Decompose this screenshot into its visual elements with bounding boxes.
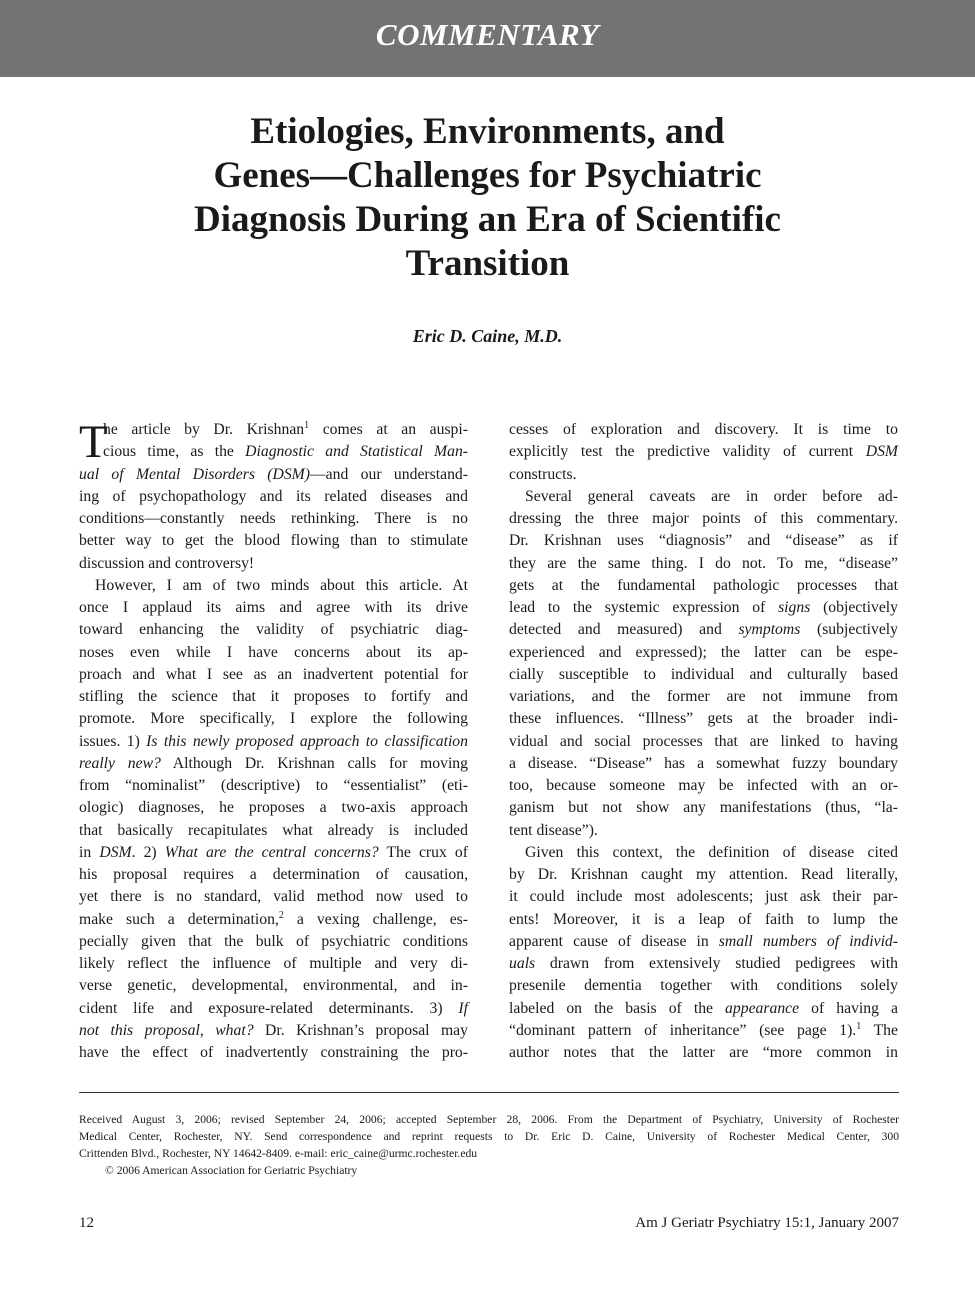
body-line: explicitly test the predictive validity of current DSM (509, 443, 898, 461)
body-line: experienced and expressed); the latter can be espe- (509, 643, 898, 661)
body-line: stifling the science that it proposes to fortify and (79, 688, 468, 705)
footnote-line: Medical Center, Rochester, NY. Send correspondence and reprint requests to Dr. Eric D. Caine, University of Rochester Medical Center, 300 (79, 1130, 899, 1143)
body-column-right (509, 419, 898, 1064)
journal-citation: Am J Geriatr Psychiatry 15:1, January 2007 (635, 1215, 899, 1231)
body-line: gets at the fundamental pathologic processes that (509, 576, 898, 594)
body-line: proach and what I see as an inadvertent potential for (79, 665, 468, 683)
body-line: in DSM. 2) What are the central concerns? The crux of (79, 843, 468, 861)
body-line: presenile dementia together with conditions solely (509, 977, 898, 995)
body-line: Several general caveats are in order before ad- (525, 487, 898, 505)
title-line: Etiologies, Environments, and (250, 111, 725, 152)
body-line: lead to the systemic expression of signs (objectively (509, 599, 898, 616)
body-column-left (79, 416, 469, 1064)
body-line: dressing the three major points of this commentary. (509, 510, 898, 527)
body-line: too, because someone may be infected with an or- (509, 777, 898, 794)
body-line: his proposal requires a determination of causation, (79, 866, 468, 883)
section-label: COMMENTARY (375, 17, 600, 52)
body-line: a disease. “Disease” has a somewhat fuzzy boundary (509, 754, 898, 772)
body-line: from “nominalist” (descriptive) to “essentialist” (eti- (79, 777, 468, 794)
body-line: once I applaud its aims and agree with its drive (79, 599, 468, 616)
title-line: Diagnosis During an Era of Scientific (194, 199, 781, 240)
body-line: have the effect of inadvertently constraining the pro- (79, 1044, 468, 1061)
body-line: Dr. Krishnan uses “diagnosis” and “disease” as if (509, 532, 898, 550)
body-line: cident life and exposure-related determinants. 3) If (79, 999, 468, 1017)
body-line: ual of Mental Disorders (DSM)—and our understand- (79, 465, 468, 483)
body-line: variations, and the former are not immune from (509, 688, 898, 705)
body-line: constructs. (509, 465, 577, 483)
body-line: “dominant pattern of inheritance” (see page 1).$^1$ The (509, 1020, 898, 1039)
page-number: 12 (79, 1215, 94, 1231)
body-line: noses even while I have concerns about its ap- (79, 643, 468, 661)
body-line: likely reflect the influence of multiple and very di- (79, 955, 468, 972)
body-line: promote. More specifically, I explore the following (79, 710, 468, 728)
author-name: Eric D. Caine, M.D. (412, 326, 563, 346)
body-line: apparent cause of disease in small numbers of individ- (509, 932, 898, 950)
body-line: ing of psychopathology and its related diseases and (79, 487, 468, 505)
body-line: yet there is no standard, valid method now used to (79, 888, 468, 906)
title-line: Genes—Challenges for Psychiatric (213, 155, 762, 196)
copyright-line: © 2006 American Association for Geriatric Psychiatry (105, 1164, 358, 1177)
body-line: However, I am of two minds about this article. At (95, 576, 468, 594)
body-line: pecially given that the bulk of psychiatric conditions (79, 932, 468, 950)
body-line: cesses of exploration and discovery. It is time to (509, 421, 898, 438)
body-line: by Dr. Krishnan caught my attention. Read literally, (509, 866, 898, 883)
body-line: issues. 1) Is this newly proposed approach to classification (79, 732, 468, 750)
body-line: not this proposal, what? Dr. Krishnan’s proposal may (79, 1021, 468, 1039)
body-line: toward enhancing the validity of psychiatric diag- (79, 621, 468, 639)
body-line: detected and measured) and symptoms (subjectively (509, 621, 899, 639)
body-line: that basically recapitulates what already is included (79, 821, 468, 839)
body-line: author notes that the latter are “more common in (509, 1044, 898, 1061)
footnote-divider (79, 1092, 899, 1093)
body-line: they are the same thing. I do not. To me, “disease” (509, 554, 898, 572)
body-line: cially susceptible to individual and culturally based (509, 665, 898, 683)
body-line: really new? Although Dr. Krishnan calls for moving (79, 754, 468, 772)
footnote-line: Crittenden Blvd., Rochester, NY 14642-8409. e-mail: eric_caine@urmc.rochester.edu (79, 1147, 478, 1160)
section-banner (0, 0, 975, 77)
footnote (79, 1111, 899, 1179)
drop-cap: T (79, 416, 108, 468)
body-line: it could include most adolescents; just ask their par- (509, 888, 898, 906)
body-line: better way to get the blood flowing than to stimulate (79, 532, 468, 550)
article-title (90, 110, 885, 286)
title-line: Transition (405, 243, 570, 284)
footnote-line: Received August 3, 2006; revised September 24, 2006; accepted September 28, 2006. From the Department of Psychiatry, University of Rochester (79, 1113, 899, 1126)
body-line: these influences. “Illness” gets at the broader indi- (509, 710, 898, 728)
body-line: tent disease”). (509, 821, 598, 839)
body-line: verse genetic, developmental, environmental, and in- (79, 977, 468, 995)
body-line: discussion and controversy! (79, 554, 255, 572)
body-line: make such a determination,$^2$ a vexing challenge, es- (79, 909, 468, 928)
body-line: vidual and social processes that are linked to having (509, 732, 898, 750)
body-line: conditions—constantly needs rethinking. There is no (79, 510, 468, 527)
body-line: cious time, as the Diagnostic and Statistical Man- (103, 443, 469, 461)
body-line: labeled on the basis of the appearance of having a (509, 999, 898, 1017)
body-line: Given this context, the definition of disease cited (525, 843, 898, 861)
body-line: ologic) diagnoses, he proposes a two-axis approach (79, 799, 468, 817)
body-line: ents! Moreover, it is a leap of faith to lump the (509, 910, 898, 928)
body-line: uals drawn from extensively studied pedigrees with (509, 955, 898, 972)
body-line: he article by Dr. Krishnan$^1$ comes at an auspi- (103, 420, 468, 438)
body-line: ganism but not show any manifestations (thus, “la- (509, 799, 898, 817)
